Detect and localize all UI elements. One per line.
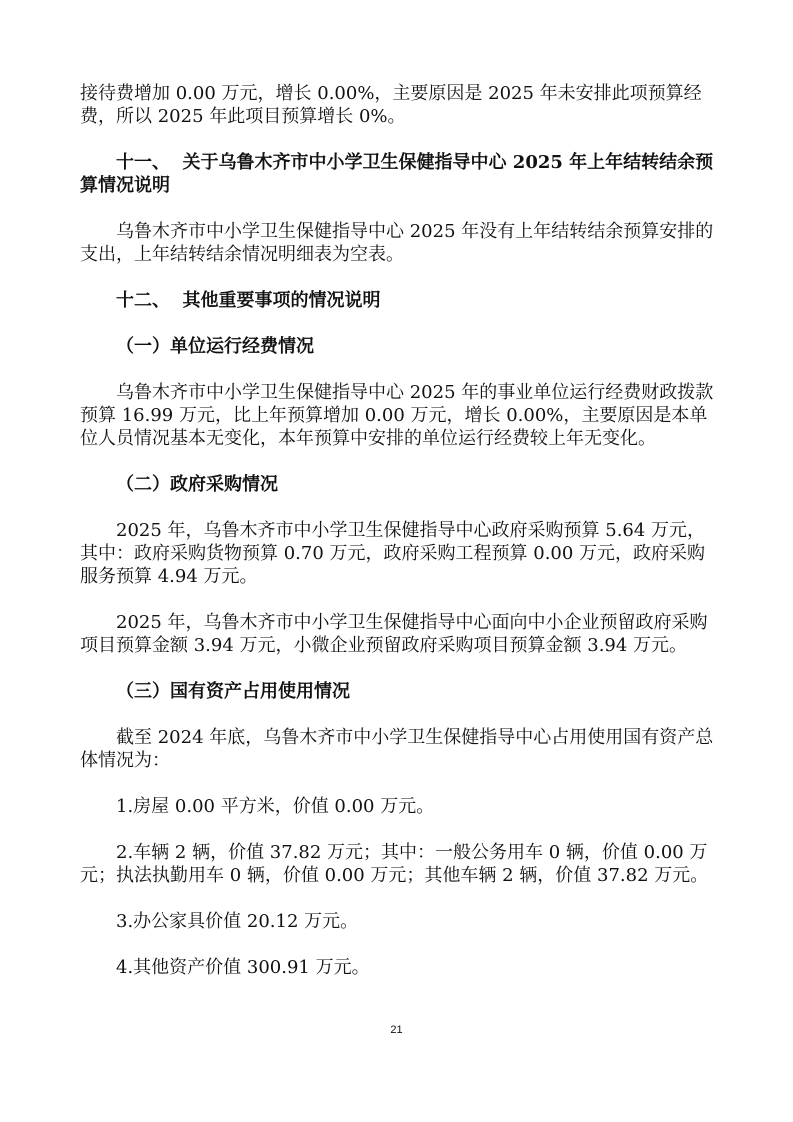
subsection-heading-2: （二）政府采购情况 [116,474,278,495]
list-item: 3.办公家具价值 20.12 万元。 [116,911,359,932]
subsection-heading-1: （一）单位运行经费情况 [116,336,314,357]
paragraph: 接待费增加 0.00 万元，增长 0.00%，主要原因是 2025 年未安排此项预算经费，所以 2025 年此项目预算增长 0%。 [80,83,702,127]
section-heading-12: 十二、 其他重要事项的情况说明 [116,290,381,311]
section-heading-11: 十一、 关于乌鲁木齐市中小学卫生保健指导中心 2025 年上年结转结余预算情况说明 [80,152,714,196]
paragraph: 截至 2024 年底，乌鲁木齐市中小学卫生保健指导中心占用使用国有资产总体情况为： [80,727,714,771]
subsection-heading-3: （三）国有资产占用使用情况 [116,681,350,702]
page-content [80,82,720,1002]
page-number: 21 [390,1024,403,1036]
paragraph: 2025 年，乌鲁木齐市中小学卫生保健指导中心政府采购预算 5.64 万元，其中：政府采购货物预算 0.70 万元，政府采购工程预算 0.00 万元，政府采购服务预算 4.94 万元。 [80,520,706,587]
list-item: 4.其他资产价值 300.91 万元。 [116,957,370,978]
paragraph: 2025 年，乌鲁木齐市中小学卫生保健指导中心面向中小企业预留政府采购项目预算金额 3.94 万元，小微企业预留政府采购项目预算金额 3.94 万元。 [80,612,708,656]
paragraph: 乌鲁木齐市中小学卫生保健指导中心 2025 年没有上年结转结余预算安排的支出，上年结转结余情况明细表为空表。 [80,221,714,265]
paragraph: 乌鲁木齐市中小学卫生保健指导中心 2025 年的事业单位运行经费财政拨款预算 16.99 万元，比上年预算增加 0.00 万元，增长 0.00%，主要原因是本单位人员情况基本无变化，本年预算中安排的单位运行经费较上年无变化。 [80,382,714,449]
list-item: 1.房屋 0.00 平方米，价值 0.00 万元。 [116,796,435,817]
list-item: 2.车辆 2 辆，价值 37.82 万元；其中：一般公务用车 0 辆，价值 0.00 万元；执法执勤用车 0 辆，价值 0.00 万元；其他车辆 2 辆，价值 37.82 万元。 [80,842,709,886]
